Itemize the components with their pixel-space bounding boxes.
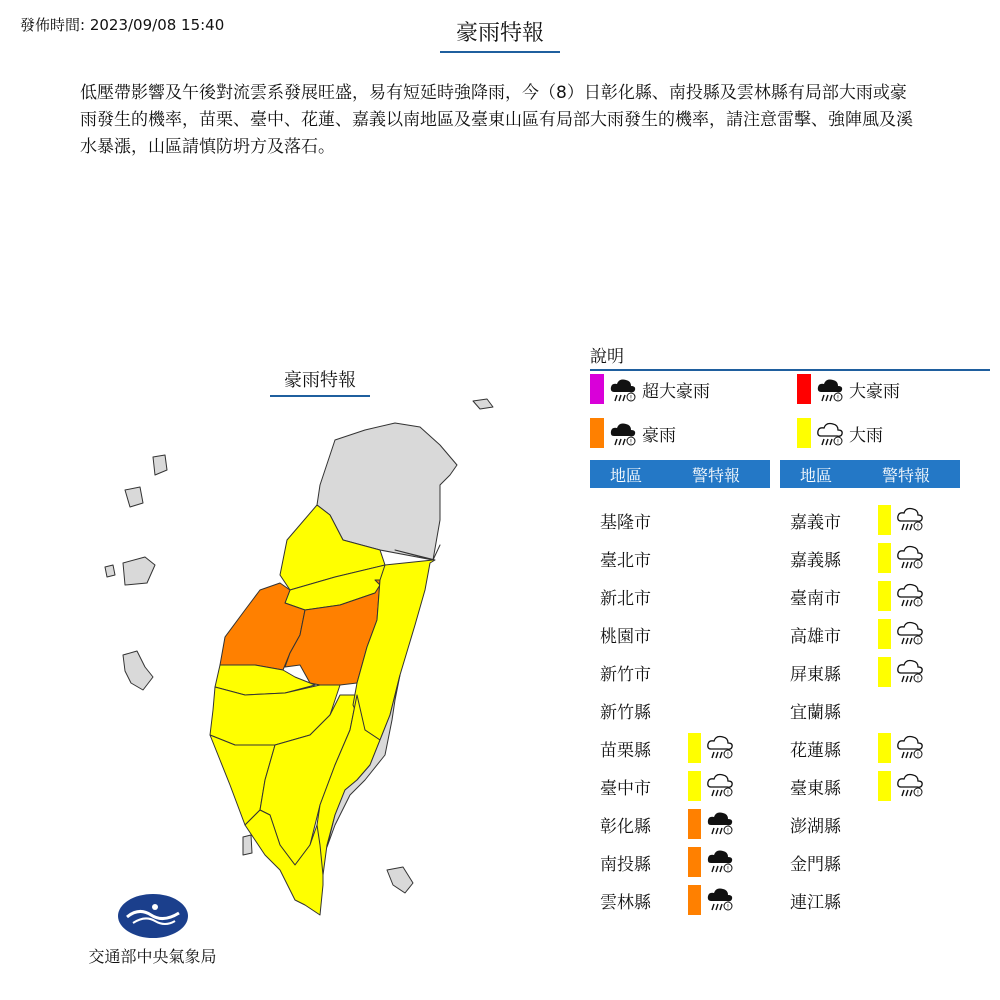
region-name: 苗栗縣	[600, 740, 651, 761]
warning-icon-wrap	[895, 731, 925, 766]
issued-time: 發佈時間: 2023/09/08 15:40	[20, 16, 225, 34]
svg-text:!: !	[629, 394, 633, 402]
thunder-rain-icon	[815, 374, 845, 404]
table-header-right	[780, 460, 960, 488]
svg-text:!: !	[836, 438, 840, 446]
warning-icon-wrap	[895, 579, 925, 614]
svg-text:!: !	[916, 675, 920, 682]
warning-swatch	[688, 885, 701, 915]
svg-text:!: !	[726, 751, 730, 758]
warning-icon-wrap	[705, 845, 735, 880]
rain-cloud-icon	[705, 769, 735, 799]
table-row	[780, 885, 960, 915]
legend-swatch	[797, 374, 811, 404]
svg-text:!: !	[726, 789, 730, 796]
warning-icon-wrap	[895, 769, 925, 804]
table-row	[780, 619, 960, 649]
table-row	[780, 809, 960, 839]
column-header-region: 地區	[609, 465, 642, 485]
table-row	[590, 885, 770, 915]
rain-cloud-icon	[895, 541, 925, 571]
rain-cloud-icon	[895, 579, 925, 609]
region-name: 金門縣	[790, 854, 841, 875]
region-name: 桃園市	[600, 626, 651, 647]
map-region-penghu	[105, 455, 167, 690]
table-row	[590, 847, 770, 877]
svg-text:!: !	[916, 561, 920, 568]
rain-cloud-icon	[895, 655, 925, 685]
warning-swatch	[688, 809, 701, 839]
thunder-rain-icon	[705, 807, 735, 837]
svg-text:!: !	[726, 865, 730, 872]
svg-text:!: !	[916, 637, 920, 644]
map-region-orchid-island	[387, 867, 413, 893]
legend-label: 大豪雨	[849, 381, 900, 402]
region-name: 屏東縣	[790, 664, 841, 685]
rain-cloud-icon	[895, 617, 925, 647]
warning-swatch	[878, 581, 891, 611]
region-name: 連江縣	[790, 892, 841, 913]
region-name: 彰化縣	[600, 816, 651, 837]
region-name: 臺南市	[790, 588, 841, 609]
warning-swatch	[878, 733, 891, 763]
region-name: 澎湖縣	[790, 816, 841, 837]
region-name: 新北市	[600, 588, 651, 609]
rain-cloud-icon	[895, 503, 925, 533]
table-row	[590, 543, 770, 573]
warning-icon-wrap	[895, 655, 925, 690]
table-row	[780, 657, 960, 687]
legend-swatch	[590, 418, 604, 448]
region-name: 新竹市	[600, 664, 651, 685]
region-name: 嘉義縣	[790, 550, 841, 571]
table-row	[590, 581, 770, 611]
table-row	[780, 543, 960, 573]
column-header-warning: 警特報	[881, 465, 930, 485]
warning-icon-wrap	[705, 769, 735, 804]
warning-icon-wrap	[705, 731, 735, 766]
table-row	[590, 657, 770, 687]
svg-text:!: !	[836, 394, 840, 402]
table-row	[780, 733, 960, 763]
legend-label: 大雨	[849, 425, 883, 446]
region-name: 高雄市	[790, 626, 841, 647]
warning-description: 低壓帶影響及午後對流雲系發展旺盛，易有短延時強降雨，今（8）日彰化縣、南投縣及雲林縣有局部大雨或豪雨發生的機率，苗栗、臺中、花蓮、嘉義以南地區及臺東山區有局部大雨發生的機率，請注意雷擊、強陣風及溪水暴漲，山區請慎防坍方及落石。	[80, 83, 913, 157]
region-name: 臺東縣	[790, 778, 841, 799]
rain-cloud-icon	[895, 731, 925, 761]
legend-swatch	[590, 374, 604, 404]
column-header-region: 地區	[799, 465, 832, 485]
svg-text:!: !	[916, 599, 920, 606]
table-header-left	[590, 460, 770, 488]
table-row	[590, 809, 770, 839]
warning-icon-wrap	[895, 503, 925, 538]
svg-text:!: !	[916, 523, 920, 530]
legend-item-super-torrential	[590, 373, 710, 405]
warning-swatch	[688, 733, 701, 763]
region-name: 臺中市	[600, 778, 651, 799]
map-region-green-island	[473, 399, 493, 409]
table-row	[780, 847, 960, 877]
legend-item-extremely-heavy	[590, 417, 676, 449]
legend-swatch	[797, 418, 811, 448]
thunder-rain-icon	[608, 418, 638, 448]
legend-title: 說明	[590, 342, 990, 371]
warning-icon-wrap	[895, 617, 925, 652]
table-row	[590, 733, 770, 763]
svg-text:!: !	[726, 903, 730, 910]
warning-swatch	[878, 619, 891, 649]
thunder-rain-icon	[608, 374, 638, 404]
warning-icon-wrap	[895, 541, 925, 576]
taiwan-map	[95, 385, 515, 925]
table-row	[780, 771, 960, 801]
warning-swatch	[878, 657, 891, 687]
warning-swatch	[878, 505, 891, 535]
svg-text:!: !	[916, 751, 920, 758]
table-row	[780, 581, 960, 611]
warning-icon-wrap	[705, 883, 735, 918]
warning-swatch	[688, 771, 701, 801]
region-name: 嘉義市	[790, 512, 841, 533]
table-row	[590, 505, 770, 535]
svg-text:!: !	[629, 438, 633, 446]
table-row	[590, 771, 770, 801]
table-row	[780, 505, 960, 535]
svg-text:!: !	[916, 789, 920, 796]
region-name: 臺北市	[600, 550, 651, 571]
svg-text:!: !	[726, 827, 730, 834]
region-name: 新竹縣	[600, 702, 651, 723]
legend-label: 超大豪雨	[642, 381, 710, 402]
region-name: 宜蘭縣	[790, 702, 841, 723]
warning-icon-wrap	[705, 807, 735, 842]
cwb-logo-icon	[117, 893, 189, 939]
table-row	[590, 619, 770, 649]
region-name: 花蓮縣	[790, 740, 841, 761]
legend-item-heavy	[797, 417, 883, 449]
table-row	[780, 695, 960, 725]
map-region-liuqiu	[243, 835, 252, 855]
page-title: 豪雨特報	[440, 16, 560, 53]
legend-label: 豪雨	[642, 425, 676, 446]
table-row	[590, 695, 770, 725]
region-name: 南投縣	[600, 854, 651, 875]
warning-swatch	[878, 543, 891, 573]
agency-name: 交通部中央氣象局	[88, 947, 217, 966]
map-title: 豪雨特報	[270, 366, 370, 397]
region-name: 雲林縣	[600, 892, 651, 913]
column-header-warning: 警特報	[691, 465, 740, 485]
thunder-rain-icon	[705, 845, 735, 875]
rain-cloud-icon	[815, 418, 845, 448]
rain-cloud-icon	[895, 769, 925, 799]
thunder-rain-icon	[705, 883, 735, 913]
legend-item-torrential	[797, 373, 900, 405]
warning-swatch	[878, 771, 891, 801]
rain-cloud-icon	[705, 731, 735, 761]
warning-swatch	[688, 847, 701, 877]
region-name: 基隆市	[600, 512, 651, 533]
